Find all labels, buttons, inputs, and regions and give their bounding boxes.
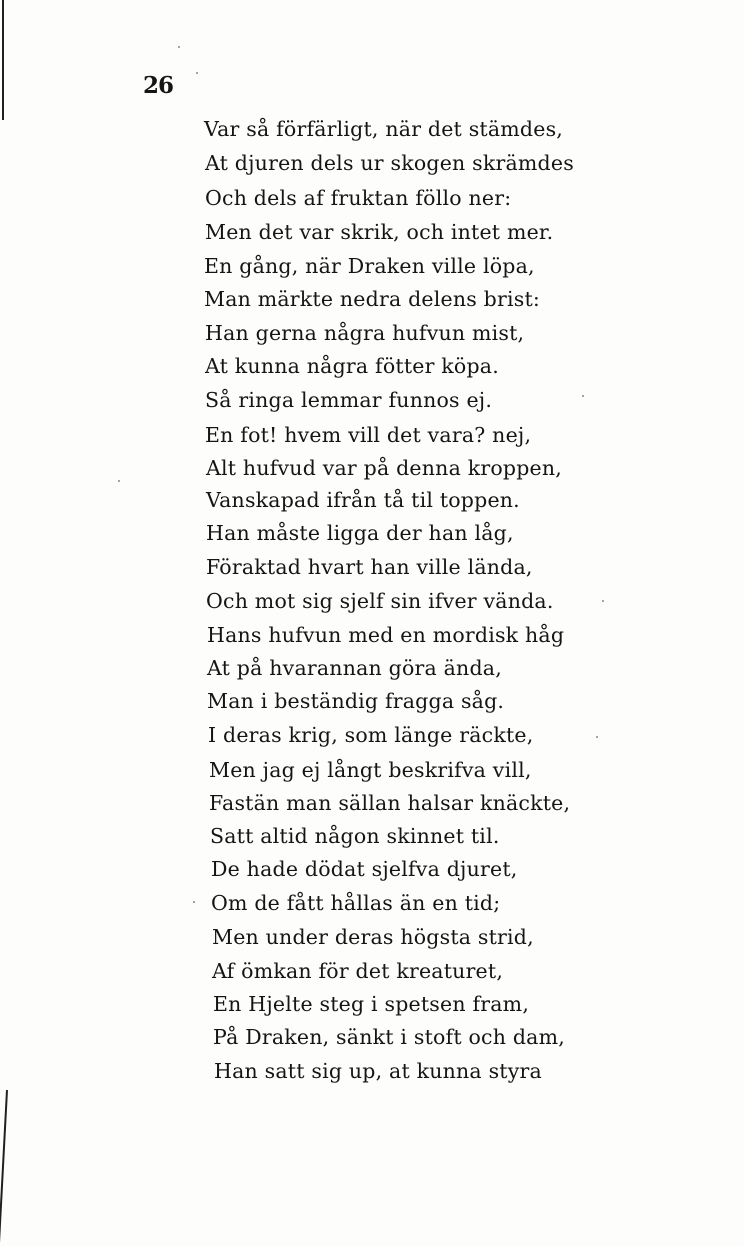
paper-speck bbox=[596, 736, 598, 738]
paper-speck bbox=[193, 901, 195, 903]
poem-line: Han gerna några hufvun mist, bbox=[205, 321, 525, 345]
scan-edge-line-top bbox=[2, 0, 4, 120]
poem-line: Men jag ej långt beskrifva vill, bbox=[209, 758, 532, 782]
poem-line: Alt hufvud var på denna kroppen, bbox=[206, 456, 562, 480]
paper-speck bbox=[582, 395, 584, 397]
poem-line: En Hjelte steg i spetsen fram, bbox=[213, 992, 530, 1016]
poem-line: At djuren dels ur skogen skrämdes bbox=[205, 151, 574, 175]
poem-line: Han måste ligga der han låg, bbox=[206, 521, 514, 545]
poem-line: Man märkte nedra delens brist: bbox=[204, 287, 541, 311]
poem-line: Och mot sig sjelf sin ifver vända. bbox=[206, 589, 554, 613]
poem-line: På Draken, sänkt i stoft och dam, bbox=[213, 1025, 565, 1049]
poem-line: Om de fått hållas än en tid; bbox=[211, 891, 501, 915]
poem-line: Och dels af fruktan föllo ner: bbox=[205, 186, 512, 210]
poem-line: De hade dödat sjelfva djuret, bbox=[211, 857, 518, 881]
poem-line: Men under deras högsta strid, bbox=[212, 925, 534, 949]
poem-line: At kunna några fötter köpa. bbox=[205, 354, 499, 378]
paper-speck bbox=[602, 600, 604, 602]
paper-speck bbox=[178, 46, 180, 48]
poem-line: Föraktad hvart han ville lända, bbox=[206, 555, 533, 579]
poem-line: Så ringa lemmar funnos ej. bbox=[205, 388, 493, 412]
paper-speck bbox=[196, 72, 198, 74]
paper-speck bbox=[118, 480, 120, 482]
poem-line: Var så förfärligt, när det stämdes, bbox=[204, 117, 564, 141]
poem-line: At på hvarannan göra ända, bbox=[207, 656, 502, 680]
page-number: 26 bbox=[143, 72, 174, 99]
poem-line: Vanskapad ifrån tå til toppen. bbox=[206, 488, 520, 512]
poem-line: Af ömkan för det kreaturet, bbox=[212, 959, 504, 983]
poem-line: Hans hufvun med en mordisk håg bbox=[207, 623, 565, 647]
poem-line: Han satt sig up, at kunna styra bbox=[214, 1059, 542, 1083]
poem-line: Satt altid någon skinnet til. bbox=[210, 824, 500, 848]
poem-line: Men det var skrik, och intet mer. bbox=[205, 220, 554, 244]
poem-line: Man i beständig fragga såg. bbox=[207, 689, 505, 713]
poem-line: I deras krig, som länge räckte, bbox=[208, 723, 534, 747]
poem-line: Fastän man sällan halsar knäckte, bbox=[209, 791, 571, 815]
poem-line: En fot! hvem vill det vara? nej, bbox=[205, 423, 532, 447]
poem-line: En gång, när Draken ville löpa, bbox=[204, 254, 535, 278]
